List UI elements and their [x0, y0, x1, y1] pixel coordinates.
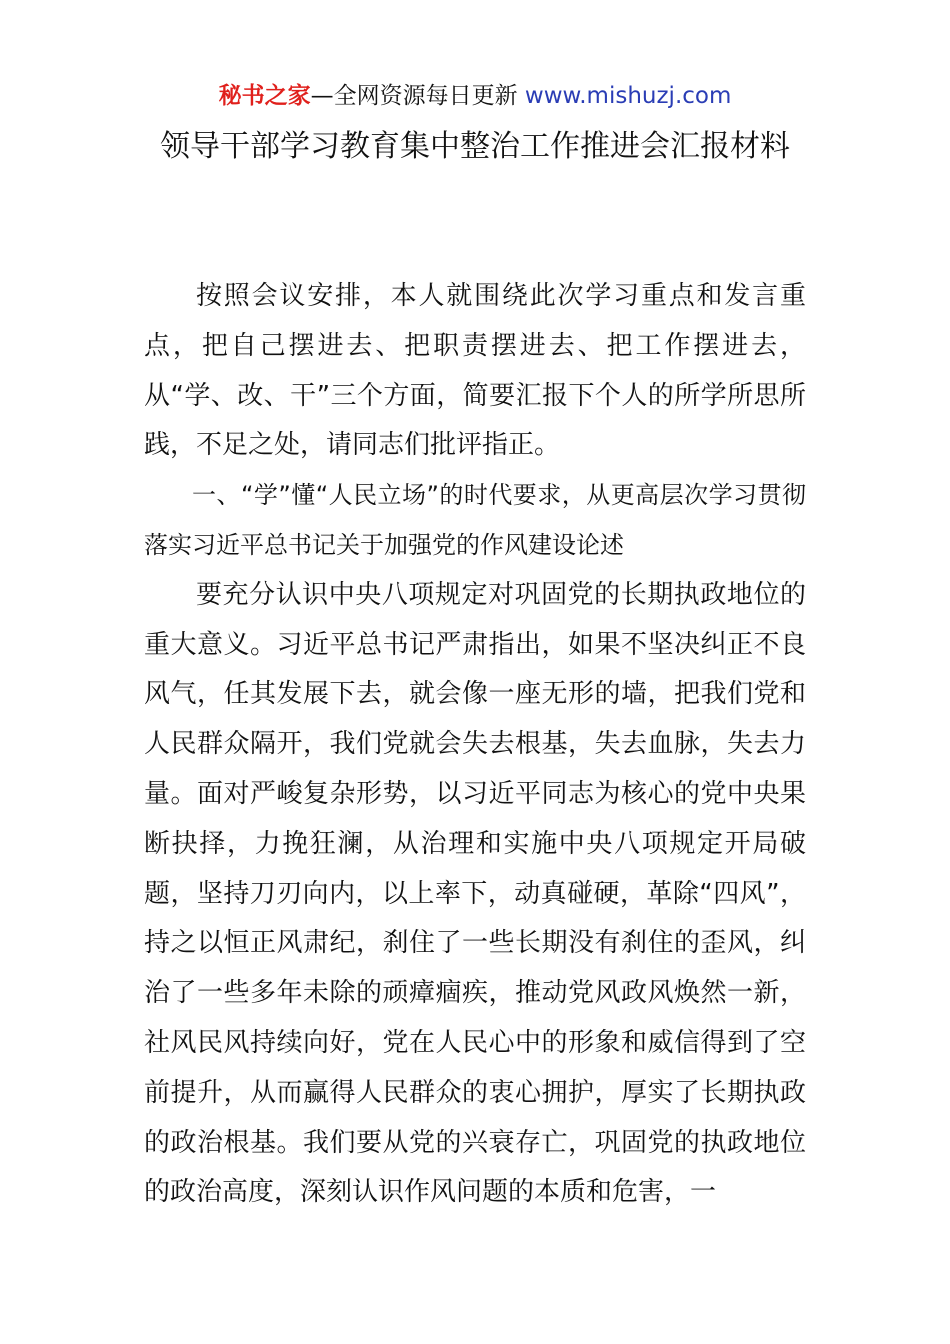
intro-paragraph: 按照会议安排，本人就围绕此次学习重点和发言重点，把自己摆进去、把职责摆进去、把工作摆进去，从“学、改、干”三个方面，简要汇报下个人的所学所思所践，不足之处，请同志们批评指正。	[144, 281, 806, 461]
document-title: 领导干部学习教育集中整治工作推进会汇报材料	[160, 129, 790, 164]
document-body	[144, 272, 806, 1218]
section-heading: 一、“学”懂“人民立场”的时代要求，从更高层次学习贯彻落实习近平总书记关于加强党的作风建设论述	[144, 481, 806, 559]
site-banner	[0, 80, 950, 112]
brand-name: 秘书之家	[218, 83, 311, 109]
body-paragraph: 要充分认识中央八项规定对巩固党的长期执政地位的重大意义。习近平总书记严肃指出，如果不坚决纠正不良风气，任其发展下去，就会像一座无形的墙，把我们党和人民群众隔开，我们党就会失去根基，失去血脉，失去力量。面对严峻复杂形势，以习近平同志为核心的党中央果断抉择，力挽狂澜，从治理和实施中央八项规定开局破题，坚持刀刃向内，以上率下，动真碰硬，革除“四风”，持之以恒正风肃纪，刹住了一些长期没有刹住的歪风，纠治了一些多年未除的顽瘴痼疾，推动党风政风焕然一新，社风民风持续向好，党在人民心中的形象和威信得到了空前提升，从而赢得人民群众的衷心拥护，厚实了长期执政的政治根基。我们要从党的兴衰存亡，巩固党的执政地位的政治高度，深刻认识作风问题的本质和危害，一	[144, 579, 806, 1208]
banner-tagline: —全网资源每日更新	[310, 83, 518, 109]
site-url-link[interactable]: www.mishuzj.com	[524, 83, 732, 109]
